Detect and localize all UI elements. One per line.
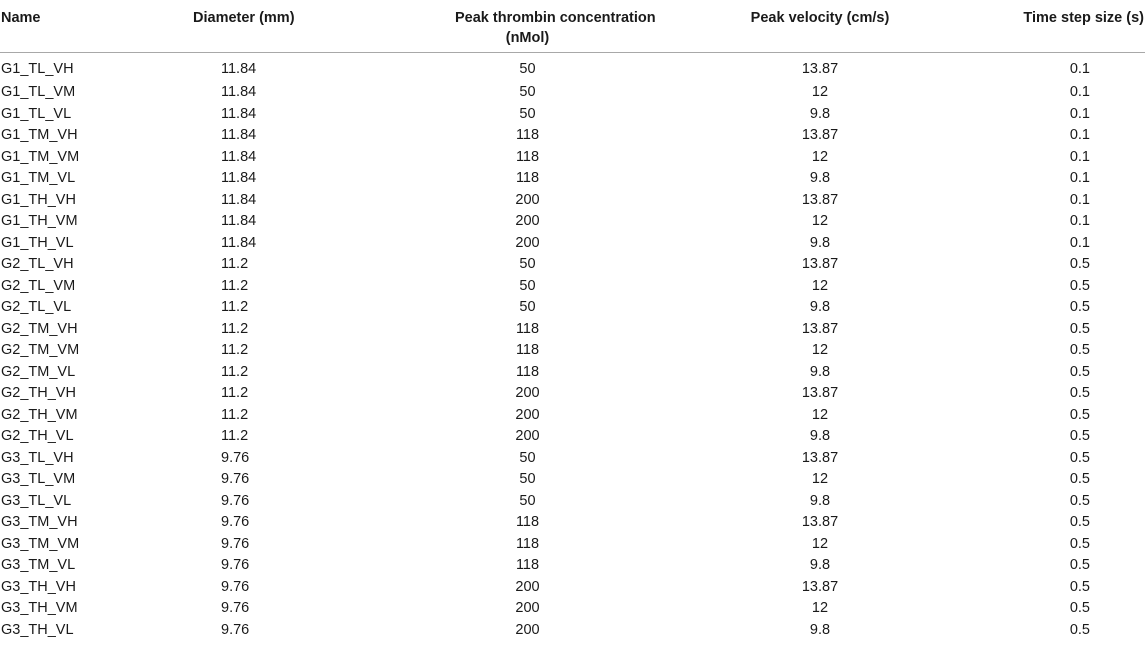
cell-peak-thrombin: 200 [515, 600, 540, 616]
cell-diameter: 9.76 [221, 578, 250, 595]
cell-peak-velocity: 12 [811, 600, 829, 616]
table-row [0, 168, 1145, 190]
cell-peak-velocity: 9.8 [809, 105, 831, 122]
cell-name: G3_TL_VL [1, 492, 72, 509]
cell-peak-thrombin: 118 [515, 148, 540, 165]
cell-diameter: 11.2 [221, 256, 249, 272]
cell-peak-thrombin: 118 [515, 514, 540, 530]
cell-peak-thrombin: 50 [519, 299, 536, 315]
cell-name: G1_TL_VL [1, 105, 72, 122]
cell-name: G3_TM_VL [1, 557, 76, 573]
cell-diameter: 11.2 [221, 428, 249, 444]
cell-diameter: 9.76 [221, 449, 250, 466]
table-row [0, 276, 1145, 298]
cell-peak-thrombin: 50 [519, 277, 536, 294]
cell-diameter: 9.76 [221, 557, 250, 573]
cell-time-step: 0.5 [1069, 320, 1090, 337]
cell-name: G1_TL_VH [1, 60, 74, 77]
cell-peak-thrombin: 50 [519, 84, 536, 100]
cell-time-step: 0.5 [1069, 385, 1090, 401]
cell-time-step: 0.1 [1069, 84, 1090, 100]
header-name: Name [0, 0, 150, 52]
cell-peak-thrombin: 200 [515, 385, 540, 401]
cell-diameter: 11.84 [221, 170, 257, 186]
cell-peak-velocity: 13.87 [801, 449, 839, 466]
cell-time-step: 0.5 [1069, 406, 1090, 423]
cell-time-step: 0.5 [1069, 277, 1090, 294]
table-row [0, 211, 1145, 233]
table-row [0, 534, 1145, 556]
table-row [0, 82, 1145, 104]
cell-name: G2_TL_VL [1, 299, 72, 315]
cell-peak-velocity: 9.8 [809, 621, 831, 638]
header-row [0, 0, 1145, 52]
header-diameter: Diameter (mm) [150, 0, 395, 52]
table-row [0, 383, 1145, 405]
cell-peak-velocity: 12 [811, 535, 829, 552]
header-peak-thrombin [395, 0, 656, 52]
cell-name: G1_TM_VL [1, 170, 76, 186]
cell-peak-velocity: 13.87 [801, 385, 839, 401]
cell-time-step: 0.5 [1069, 492, 1090, 509]
table-row [0, 362, 1145, 384]
cell-diameter: 11.2 [221, 320, 249, 337]
table-row [0, 555, 1145, 577]
table-row [0, 319, 1145, 341]
table-header [0, 0, 1145, 52]
cell-peak-thrombin: 50 [519, 492, 536, 509]
table-row [0, 190, 1145, 212]
cell-diameter: 9.76 [221, 600, 250, 616]
cell-peak-velocity: 13.87 [801, 514, 839, 530]
cell-time-step: 0.5 [1069, 535, 1090, 552]
cell-peak-velocity: 12 [811, 342, 829, 358]
cell-peak-thrombin: 200 [515, 213, 540, 229]
cell-name: G3_TL_VM [1, 471, 76, 487]
cell-name: G2_TM_VL [1, 363, 76, 380]
cell-name: G3_TM_VM [1, 535, 80, 552]
cell-name: G3_TL_VH [1, 449, 74, 466]
cell-peak-velocity: 12 [811, 277, 829, 294]
cell-name: G2_TH_VM [1, 406, 78, 423]
cell-diameter: 11.84 [221, 148, 257, 165]
cell-peak-velocity: 9.8 [809, 299, 831, 315]
table-row [0, 233, 1145, 255]
cell-diameter: 11.84 [221, 234, 257, 251]
cell-name: G1_TM_VM [1, 148, 80, 165]
cell-peak-velocity: 9.8 [809, 363, 831, 380]
table-row [0, 448, 1145, 470]
cell-time-step: 0.1 [1069, 213, 1090, 229]
cell-diameter: 9.76 [221, 492, 250, 509]
cell-peak-velocity: 9.8 [809, 170, 831, 186]
cell-time-step: 0.5 [1069, 449, 1090, 466]
cell-peak-thrombin: 200 [515, 191, 540, 208]
header-time-step: Time step size (s) [980, 0, 1145, 52]
cell-peak-velocity: 9.8 [809, 428, 831, 444]
cell-name: G2_TM_VH [1, 320, 78, 337]
cell-diameter: 11.84 [221, 191, 257, 208]
cell-peak-thrombin: 118 [515, 363, 540, 380]
cell-time-step: 0.5 [1069, 299, 1090, 315]
table-row [0, 598, 1145, 620]
cell-name: G3_TM_VH [1, 514, 78, 530]
cell-time-step: 0.1 [1069, 148, 1090, 165]
cell-time-step: 0.5 [1069, 578, 1090, 595]
cell-peak-thrombin: 118 [515, 557, 540, 573]
cell-peak-velocity: 9.8 [809, 234, 831, 251]
cell-diameter: 11.84 [221, 105, 257, 122]
cell-peak-thrombin: 200 [515, 621, 540, 638]
cell-peak-thrombin: 50 [519, 449, 536, 466]
cell-diameter: 9.76 [221, 471, 250, 487]
cell-time-step: 0.1 [1069, 60, 1090, 77]
cell-peak-velocity: 13.87 [801, 60, 839, 77]
table-row [0, 340, 1145, 362]
table-row [0, 297, 1145, 319]
table-row [0, 125, 1145, 147]
cell-peak-thrombin: 118 [515, 342, 540, 358]
header-peak-velocity: Peak velocity (cm/s) [600, 0, 980, 52]
table-row [0, 577, 1145, 599]
cell-peak-thrombin: 200 [515, 234, 540, 251]
cell-name: G3_TH_VH [1, 578, 76, 595]
cell-peak-velocity: 9.8 [809, 557, 831, 573]
header-peak-thrombin-line2: (nMol) [505, 30, 550, 46]
table-row [0, 147, 1145, 169]
cell-diameter: 11.2 [221, 299, 249, 315]
cell-time-step: 0.1 [1069, 127, 1090, 143]
cell-diameter: 9.76 [221, 621, 250, 638]
cell-peak-thrombin: 50 [519, 256, 536, 272]
cell-time-step: 0.5 [1069, 621, 1090, 638]
cell-name: G2_TH_VH [1, 385, 76, 401]
cell-peak-velocity: 13.87 [801, 578, 839, 595]
table-row [0, 426, 1145, 448]
cell-peak-velocity: 12 [811, 84, 829, 100]
cell-peak-thrombin: 118 [515, 127, 540, 143]
cell-time-step: 0.5 [1069, 514, 1090, 530]
cell-name: G3_TH_VM [1, 600, 78, 616]
cell-peak-velocity: 12 [811, 213, 829, 229]
cell-time-step: 0.5 [1069, 471, 1090, 487]
table-row [0, 254, 1145, 276]
table-row [0, 620, 1145, 642]
cell-name: G2_TM_VM [1, 342, 80, 358]
cell-peak-thrombin: 200 [515, 406, 540, 423]
table-row [0, 405, 1145, 427]
table-row [0, 469, 1145, 491]
cell-peak-velocity: 13.87 [801, 191, 839, 208]
cell-peak-velocity: 12 [811, 406, 829, 423]
cell-peak-velocity: 13.87 [801, 256, 839, 272]
cell-name: G3_TH_VL [1, 621, 74, 638]
cell-peak-thrombin: 200 [515, 578, 540, 595]
cell-diameter: 11.84 [221, 84, 257, 100]
cell-peak-thrombin: 118 [515, 535, 540, 552]
cell-peak-thrombin: 118 [515, 170, 540, 186]
cell-diameter: 11.84 [221, 60, 257, 77]
cell-time-step: 0.5 [1069, 428, 1090, 444]
cell-name: G2_TH_VL [1, 428, 74, 444]
cell-time-step: 0.5 [1069, 600, 1090, 616]
cell-diameter: 11.84 [221, 213, 257, 229]
table-row [0, 104, 1145, 126]
cell-name: G1_TL_VM [1, 84, 76, 100]
cell-diameter: 11.2 [221, 363, 249, 380]
cell-time-step: 0.5 [1069, 363, 1090, 380]
cell-peak-thrombin: 50 [519, 471, 536, 487]
cell-peak-velocity: 13.87 [801, 320, 839, 337]
table-row [0, 52, 1145, 82]
cell-name: G1_TH_VH [1, 191, 76, 208]
cell-peak-thrombin: 50 [519, 105, 536, 122]
cell-time-step: 0.5 [1069, 342, 1090, 358]
cell-peak-thrombin: 50 [519, 60, 536, 77]
cell-time-step: 0.1 [1069, 234, 1090, 251]
cell-diameter: 9.76 [221, 514, 250, 530]
cell-diameter: 11.2 [221, 406, 249, 423]
cell-peak-velocity: 13.87 [801, 127, 839, 143]
cell-name: G1_TH_VM [1, 213, 78, 229]
cell-time-step: 0.5 [1069, 256, 1090, 272]
cell-peak-velocity: 12 [811, 148, 829, 165]
cell-diameter: 11.84 [221, 127, 257, 143]
cell-diameter: 11.2 [221, 385, 249, 401]
cell-diameter: 9.76 [221, 535, 250, 552]
cell-diameter: 11.2 [221, 342, 249, 358]
cell-peak-thrombin: 118 [515, 320, 540, 337]
cell-name: G1_TH_VL [1, 234, 74, 251]
cell-time-step: 0.1 [1069, 105, 1090, 122]
cell-name: G2_TL_VH [1, 256, 74, 272]
cell-peak-velocity: 9.8 [809, 492, 831, 509]
cell-peak-velocity: 12 [811, 471, 829, 487]
table-row [0, 491, 1145, 513]
cell-time-step: 0.1 [1069, 170, 1090, 186]
table-body [0, 52, 1145, 641]
cell-peak-thrombin: 200 [515, 428, 540, 444]
table-row [0, 512, 1145, 534]
cell-diameter: 11.2 [221, 277, 249, 294]
cell-name: G1_TM_VH [1, 127, 78, 143]
cell-time-step: 0.1 [1069, 191, 1090, 208]
cell-name: G2_TL_VM [1, 277, 76, 294]
header-peak-thrombin-line1: Peak thrombin concentration [455, 10, 656, 26]
cell-time-step: 0.5 [1069, 557, 1090, 573]
